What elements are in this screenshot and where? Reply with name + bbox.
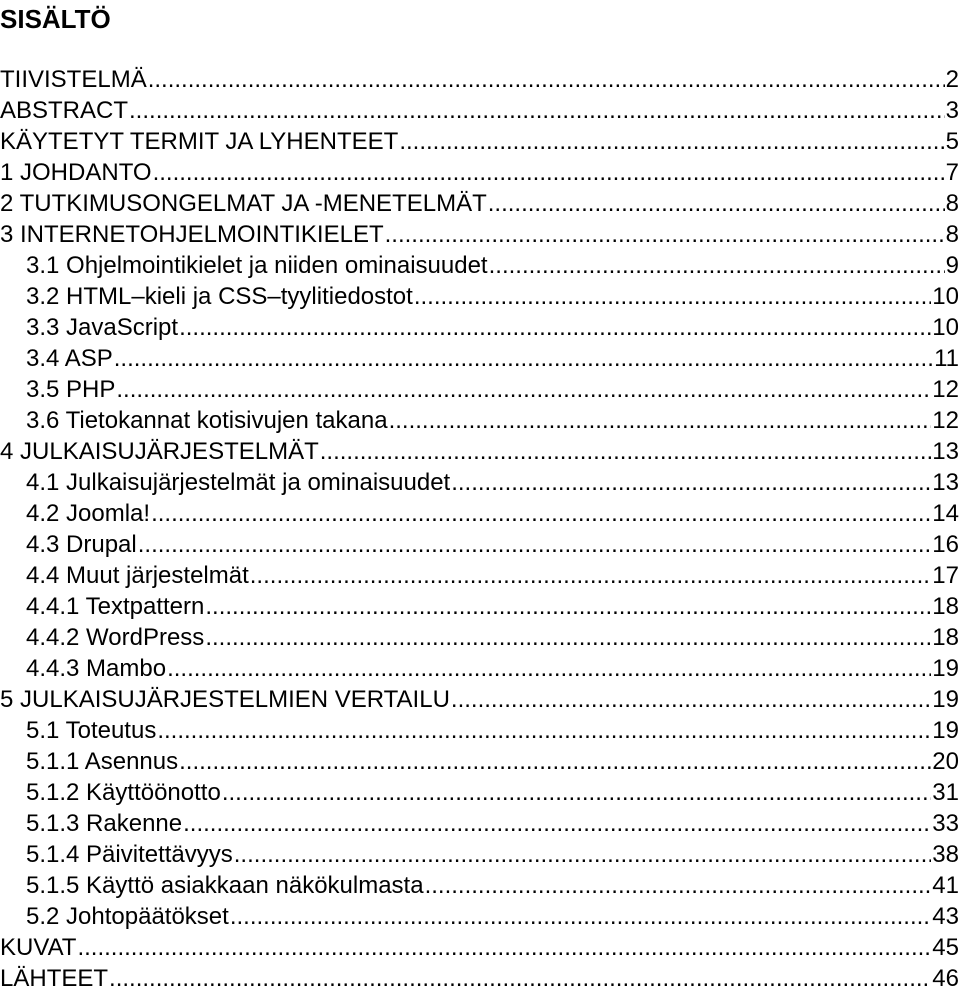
toc-entry-page-number: 9 bbox=[945, 252, 959, 279]
toc-entry-title: 3.1 Ohjelmointikielet ja niiden ominaisuudet bbox=[26, 252, 488, 279]
toc-entry[interactable] bbox=[0, 901, 960, 932]
toc-dot-leader bbox=[151, 498, 931, 529]
toc-entry-page-number: 7 bbox=[945, 159, 959, 186]
toc-entry-page-number: 12 bbox=[932, 407, 959, 434]
toc-entry-page-number: 43 bbox=[932, 903, 959, 930]
toc-dot-leader bbox=[77, 932, 931, 963]
toc-entry[interactable] bbox=[0, 281, 960, 312]
toc-entry-page-number: 41 bbox=[932, 872, 959, 899]
toc-dot-leader bbox=[157, 715, 931, 746]
toc-entry-page-number: 18 bbox=[932, 593, 959, 620]
toc-entry-title: 3.6 Tietokannat kotisivujen takana bbox=[26, 407, 388, 434]
toc-dot-leader bbox=[222, 777, 931, 808]
toc-entry[interactable] bbox=[0, 839, 960, 870]
toc-entry[interactable] bbox=[0, 932, 960, 963]
toc-entry-title: KUVAT bbox=[0, 934, 77, 961]
toc-entry-page-number: 12 bbox=[932, 376, 959, 403]
toc-entry-title: 5.1.4 Päivitettävyys bbox=[26, 841, 233, 868]
toc-entry[interactable] bbox=[0, 653, 960, 684]
toc-entry-title: 2 TUTKIMUSONGELMAT JA -MENETELMÄT bbox=[0, 190, 487, 217]
toc-entry[interactable] bbox=[0, 591, 960, 622]
toc-entry-page-number: 19 bbox=[932, 686, 959, 713]
toc-entry-title: 4.4.3 Mambo bbox=[26, 655, 167, 682]
toc-entry[interactable] bbox=[0, 715, 960, 746]
toc-dot-leader bbox=[138, 529, 932, 560]
toc-entry-page-number: 8 bbox=[945, 190, 959, 217]
toc-entry-page-number: 5 bbox=[945, 128, 959, 155]
toc-entry[interactable] bbox=[0, 343, 960, 374]
toc-entry-title: 4 JULKAISUJÄRJESTELMÄT bbox=[0, 438, 319, 465]
toc-entry-title: 5.1.5 Käyttö asiakkaan näkökulmasta bbox=[26, 872, 424, 899]
toc-entry-page-number: 20 bbox=[932, 748, 959, 775]
toc-dot-leader bbox=[385, 219, 945, 250]
toc-entry[interactable] bbox=[0, 219, 960, 250]
toc-dot-leader bbox=[153, 157, 945, 188]
toc-entry-title: 5.1.2 Käyttöönotto bbox=[26, 779, 221, 806]
toc-entry-title: 3.5 PHP bbox=[26, 376, 116, 403]
toc-dot-leader bbox=[179, 746, 931, 777]
toc-dot-leader bbox=[399, 126, 944, 157]
toc-entry[interactable] bbox=[0, 808, 960, 839]
toc-entry-page-number: 10 bbox=[932, 283, 959, 310]
toc-entry-title: 1 JOHDANTO bbox=[0, 159, 152, 186]
toc-entry-page-number: 46 bbox=[932, 965, 959, 992]
toc-entry-title: 4.3 Drupal bbox=[26, 531, 137, 558]
toc-entry-page-number: 18 bbox=[932, 624, 959, 651]
toc-entry-page-number: 16 bbox=[932, 531, 959, 558]
toc-entry[interactable] bbox=[0, 126, 960, 157]
toc-entry-title: 5.2 Johtopäätökset bbox=[26, 903, 229, 930]
toc-entry-page-number: 2 bbox=[945, 66, 959, 93]
toc-dot-leader bbox=[183, 808, 931, 839]
toc-dot-leader bbox=[205, 622, 931, 653]
page-title: SISÄLTÖ bbox=[0, 4, 111, 34]
toc-entry-title: 3.3 JavaScript bbox=[26, 314, 179, 341]
toc-entry[interactable] bbox=[0, 467, 960, 498]
toc-entry-title: 5.1.3 Rakenne bbox=[26, 810, 183, 837]
toc-entry-page-number: 13 bbox=[932, 469, 959, 496]
toc-entry-title: 3.2 HTML–kieli ja CSS–tyylitiedostot bbox=[26, 283, 413, 310]
toc-dot-leader bbox=[167, 653, 931, 684]
toc-dot-leader bbox=[414, 281, 931, 312]
toc-dot-leader bbox=[451, 684, 931, 715]
toc-entry[interactable] bbox=[0, 188, 960, 219]
toc-entry-title: TIIVISTELMÄ bbox=[0, 66, 147, 93]
toc-entry-title: LÄHTEET bbox=[0, 965, 109, 992]
toc-entry-page-number: 3 bbox=[945, 97, 959, 124]
toc-entry-title: 5 JULKAISUJÄRJESTELMIEN VERTAILU bbox=[0, 686, 450, 713]
toc-entry-title: 4.1 Julkaisujärjestelmät ja ominaisuudet bbox=[26, 469, 451, 496]
toc-entry-title: 5.1 Toteutus bbox=[26, 717, 157, 744]
toc-entry-page-number: 8 bbox=[945, 221, 959, 248]
toc-dot-leader bbox=[489, 250, 945, 281]
toc-entry[interactable] bbox=[0, 777, 960, 808]
toc-dot-leader bbox=[129, 95, 945, 126]
toc-entry-title: 4.4.2 WordPress bbox=[26, 624, 205, 651]
toc-entry[interactable] bbox=[0, 250, 960, 281]
toc-entry[interactable] bbox=[0, 622, 960, 653]
toc-dot-leader bbox=[109, 963, 931, 994]
toc-dot-leader bbox=[389, 405, 932, 436]
toc-entry-page-number: 13 bbox=[932, 438, 959, 465]
toc-entry-page-number: 19 bbox=[932, 717, 959, 744]
toc-entry[interactable] bbox=[0, 64, 960, 95]
toc-dot-leader bbox=[205, 591, 931, 622]
toc-dot-leader bbox=[250, 560, 932, 591]
toc-entry[interactable] bbox=[0, 870, 960, 901]
toc-entry[interactable] bbox=[0, 312, 960, 343]
toc-entry[interactable] bbox=[0, 498, 960, 529]
toc-entry-page-number: 38 bbox=[932, 841, 959, 868]
toc-dot-leader bbox=[425, 870, 932, 901]
toc-entry-title: ABSTRACT bbox=[0, 97, 129, 124]
toc-dot-leader bbox=[234, 839, 932, 870]
table-of-contents bbox=[0, 64, 960, 994]
toc-entry-title: 4.4.1 Textpattern bbox=[26, 593, 205, 620]
toc-dot-leader bbox=[230, 901, 931, 932]
toc-entry-title: KÄYTETYT TERMIT JA LYHENTEET bbox=[0, 128, 399, 155]
toc-entry[interactable] bbox=[0, 529, 960, 560]
toc-entry[interactable] bbox=[0, 405, 960, 436]
toc-entry-title: 4.2 Joomla! bbox=[26, 500, 151, 527]
toc-entry-page-number: 19 bbox=[932, 655, 959, 682]
toc-entry-title: 3.4 ASP bbox=[26, 345, 113, 372]
toc-entry-page-number: 17 bbox=[932, 562, 959, 589]
toc-entry[interactable] bbox=[0, 157, 960, 188]
toc-entry[interactable] bbox=[0, 436, 960, 467]
toc-entry-page-number: 33 bbox=[932, 810, 959, 837]
toc-entry[interactable] bbox=[0, 684, 960, 715]
toc-dot-leader bbox=[179, 312, 931, 343]
toc-dot-leader bbox=[320, 436, 932, 467]
toc-entry[interactable] bbox=[0, 374, 960, 405]
toc-entry-page-number: 11 bbox=[934, 345, 959, 372]
toc-entry-title: 4.4 Muut järjestelmät bbox=[26, 562, 249, 589]
toc-entry-page-number: 10 bbox=[932, 314, 959, 341]
toc-dot-leader bbox=[114, 343, 933, 374]
toc-entry[interactable] bbox=[0, 95, 960, 126]
toc-dot-leader bbox=[488, 188, 945, 219]
toc-entry[interactable] bbox=[0, 560, 960, 591]
toc-entry[interactable] bbox=[0, 963, 960, 994]
toc-entry-page-number: 45 bbox=[932, 934, 959, 961]
toc-entry-title: 5.1.1 Asennus bbox=[26, 748, 179, 775]
toc-dot-leader bbox=[116, 374, 931, 405]
toc-dot-leader bbox=[148, 64, 945, 95]
toc-entry-page-number: 31 bbox=[932, 779, 959, 806]
toc-entry-title: 3 INTERNETOHJELMOINTIKIELET bbox=[0, 221, 384, 248]
toc-entry-page-number: 14 bbox=[932, 500, 959, 527]
toc-dot-leader bbox=[451, 467, 931, 498]
toc-entry[interactable] bbox=[0, 746, 960, 777]
